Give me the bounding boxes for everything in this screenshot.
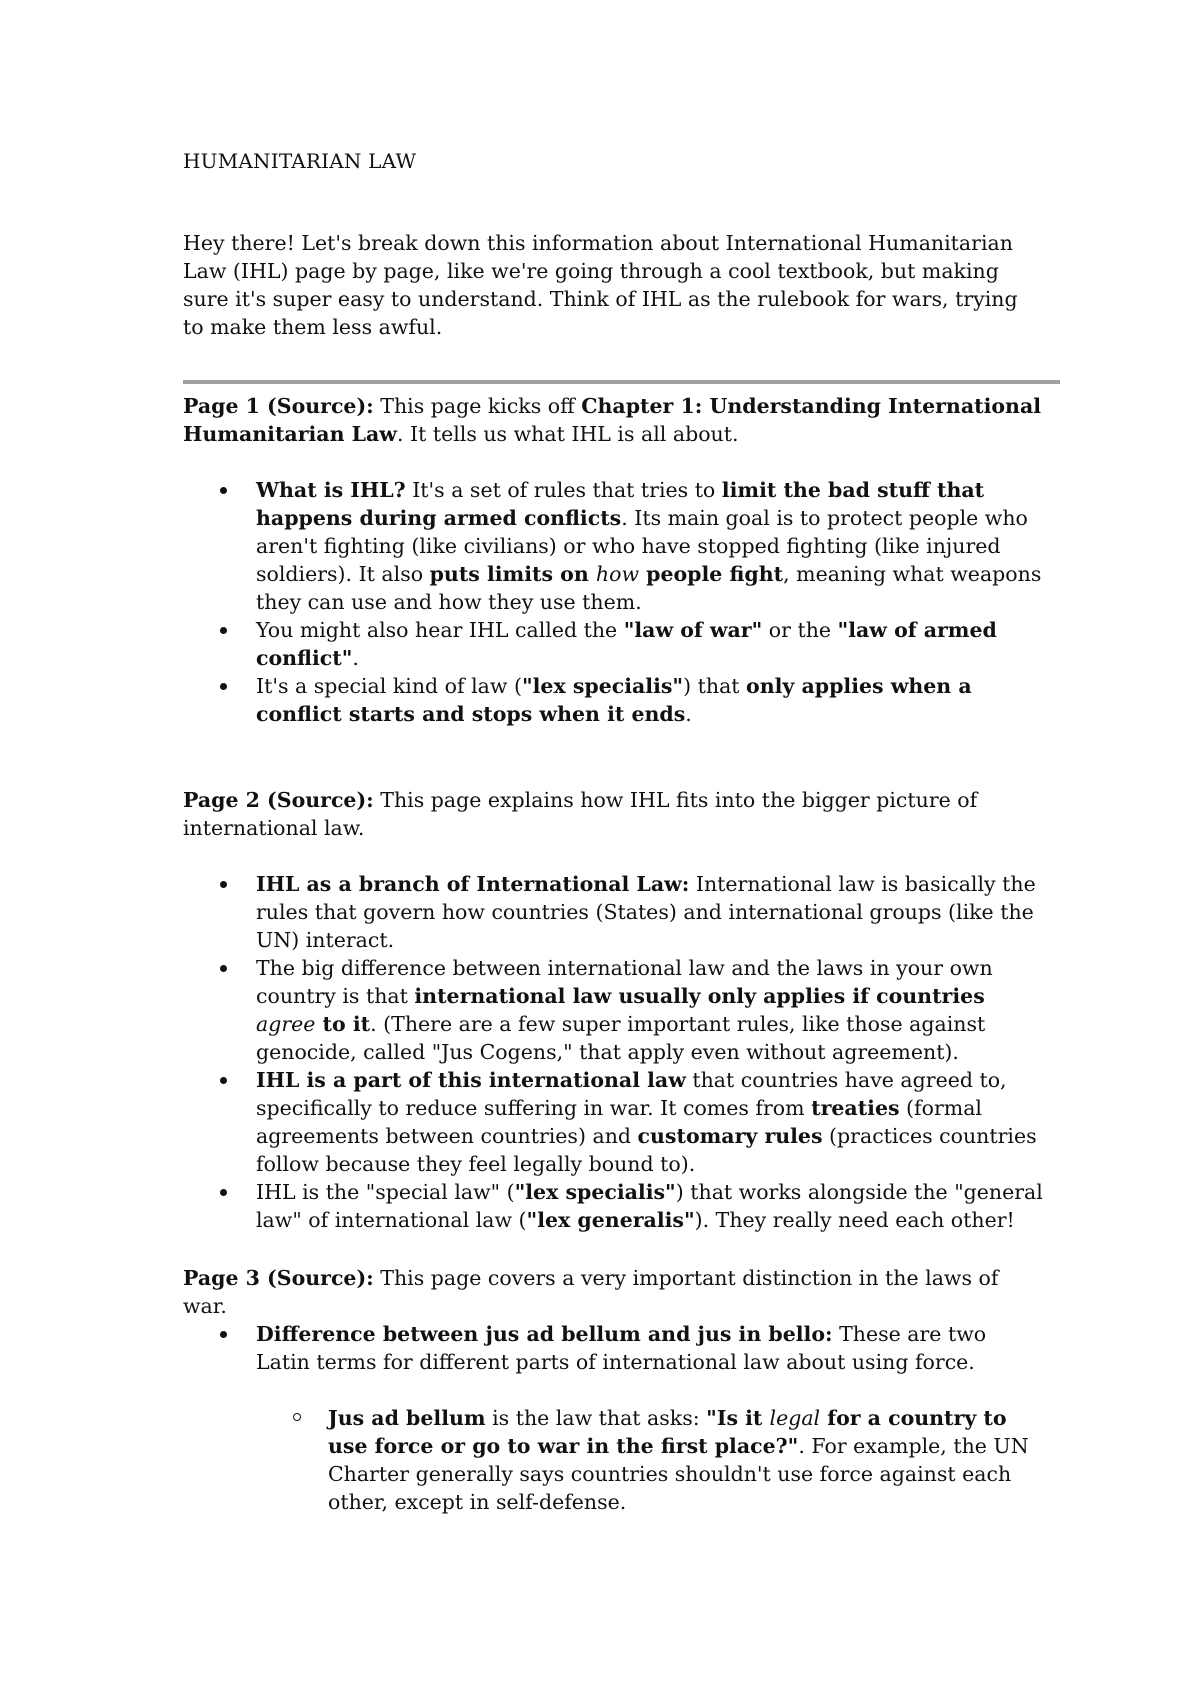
page2-intro: Page 2 (Source): This page explains how IHL fits into the bigger picture of international law. [183, 788, 978, 840]
bullet-icon [220, 965, 227, 972]
list-item: IHL is a part of this international law that countries have agreed to, specifically to reduce suffering in war. It comes from treaties (formal agreements between countries) and customary rules (practices countries follow because they feel legally bound to). [183, 1066, 1046, 1178]
page2-heading: Page 2 (Source): [183, 788, 374, 812]
list-item: The big difference between international law and the laws in your own country is that international law usually only applies if countries agree to it. (There are a few super important rules, like those against genocide, called "Jus Cogens," that apply even without agreement). [183, 954, 1046, 1066]
page1-intro: Page 1 (Source): This page kicks off Chapter 1: Understanding International Humanitarian Law. It tells us what IHL is all about. [183, 394, 1042, 446]
bullet-icon [220, 881, 227, 888]
page3-bullet-list [183, 1320, 1063, 1376]
bullet-icon [220, 627, 227, 634]
list-item: What is IHL? It's a set of rules that tries to limit the bad stuff that happens during armed conflicts. Its main goal is to protect people who aren't fighting (like civilians) or who have stopped fighting (like injured soldiers). It also puts limits on how people fight, meaning what weapons they can use and how they use them. [183, 476, 1046, 616]
bullet-icon [220, 1331, 227, 1338]
page2-bullet-list [183, 870, 1063, 1234]
list-item: Difference between jus ad bellum and jus in bello: These are two Latin terms for different parts of international law about using force. [183, 1320, 1046, 1376]
page3-sub-list [183, 1404, 1063, 1516]
page3-heading: Page 3 (Source): [183, 1266, 374, 1290]
bullet-icon [220, 487, 227, 494]
list-item: IHL is the "special law" ("lex specialis") that works alongside the "general law" of international law ("lex generalis"). They really need each other! [183, 1178, 1046, 1234]
document-title: HUMANITARIAN LAW [183, 149, 417, 173]
bullet-icon [220, 1077, 227, 1084]
circle-bullet-icon [293, 1413, 301, 1421]
list-item: It's a special kind of law ("lex specialis") that only applies when a conflict starts and stops when it ends. [183, 672, 1046, 728]
bullet-icon [220, 1189, 227, 1196]
intro-paragraph: Hey there! Let's break down this information about International Humanitarian Law (IHL) page by page, like we're going through a cool textbook, but making sure it's super easy to understand. Think of IHL as the rulebook for wars, trying to make them less awful. [183, 231, 1018, 339]
bullet-icon [220, 683, 227, 690]
list-item: You might also hear IHL called the "law of war" or the "law of armed conflict". [183, 616, 1046, 672]
page3-intro: Page 3 (Source): This page covers a very important distinction in the laws of war. [183, 1266, 999, 1318]
list-item: IHL as a branch of International Law: International law is basically the rules that govern how countries (States) and international groups (like the UN) interact. [183, 870, 1046, 954]
page1-heading: Page 1 (Source): [183, 394, 374, 418]
list-item: Jus ad bellum is the law that asks: "Is it legal for a country to use force or go to war in the first place?". For example, the UN Charter generally says countries shouldn't use force against each other, except in self-defense. [183, 1404, 1048, 1516]
page1-bullet-list [183, 476, 1063, 728]
horizontal-rule [183, 380, 1060, 384]
